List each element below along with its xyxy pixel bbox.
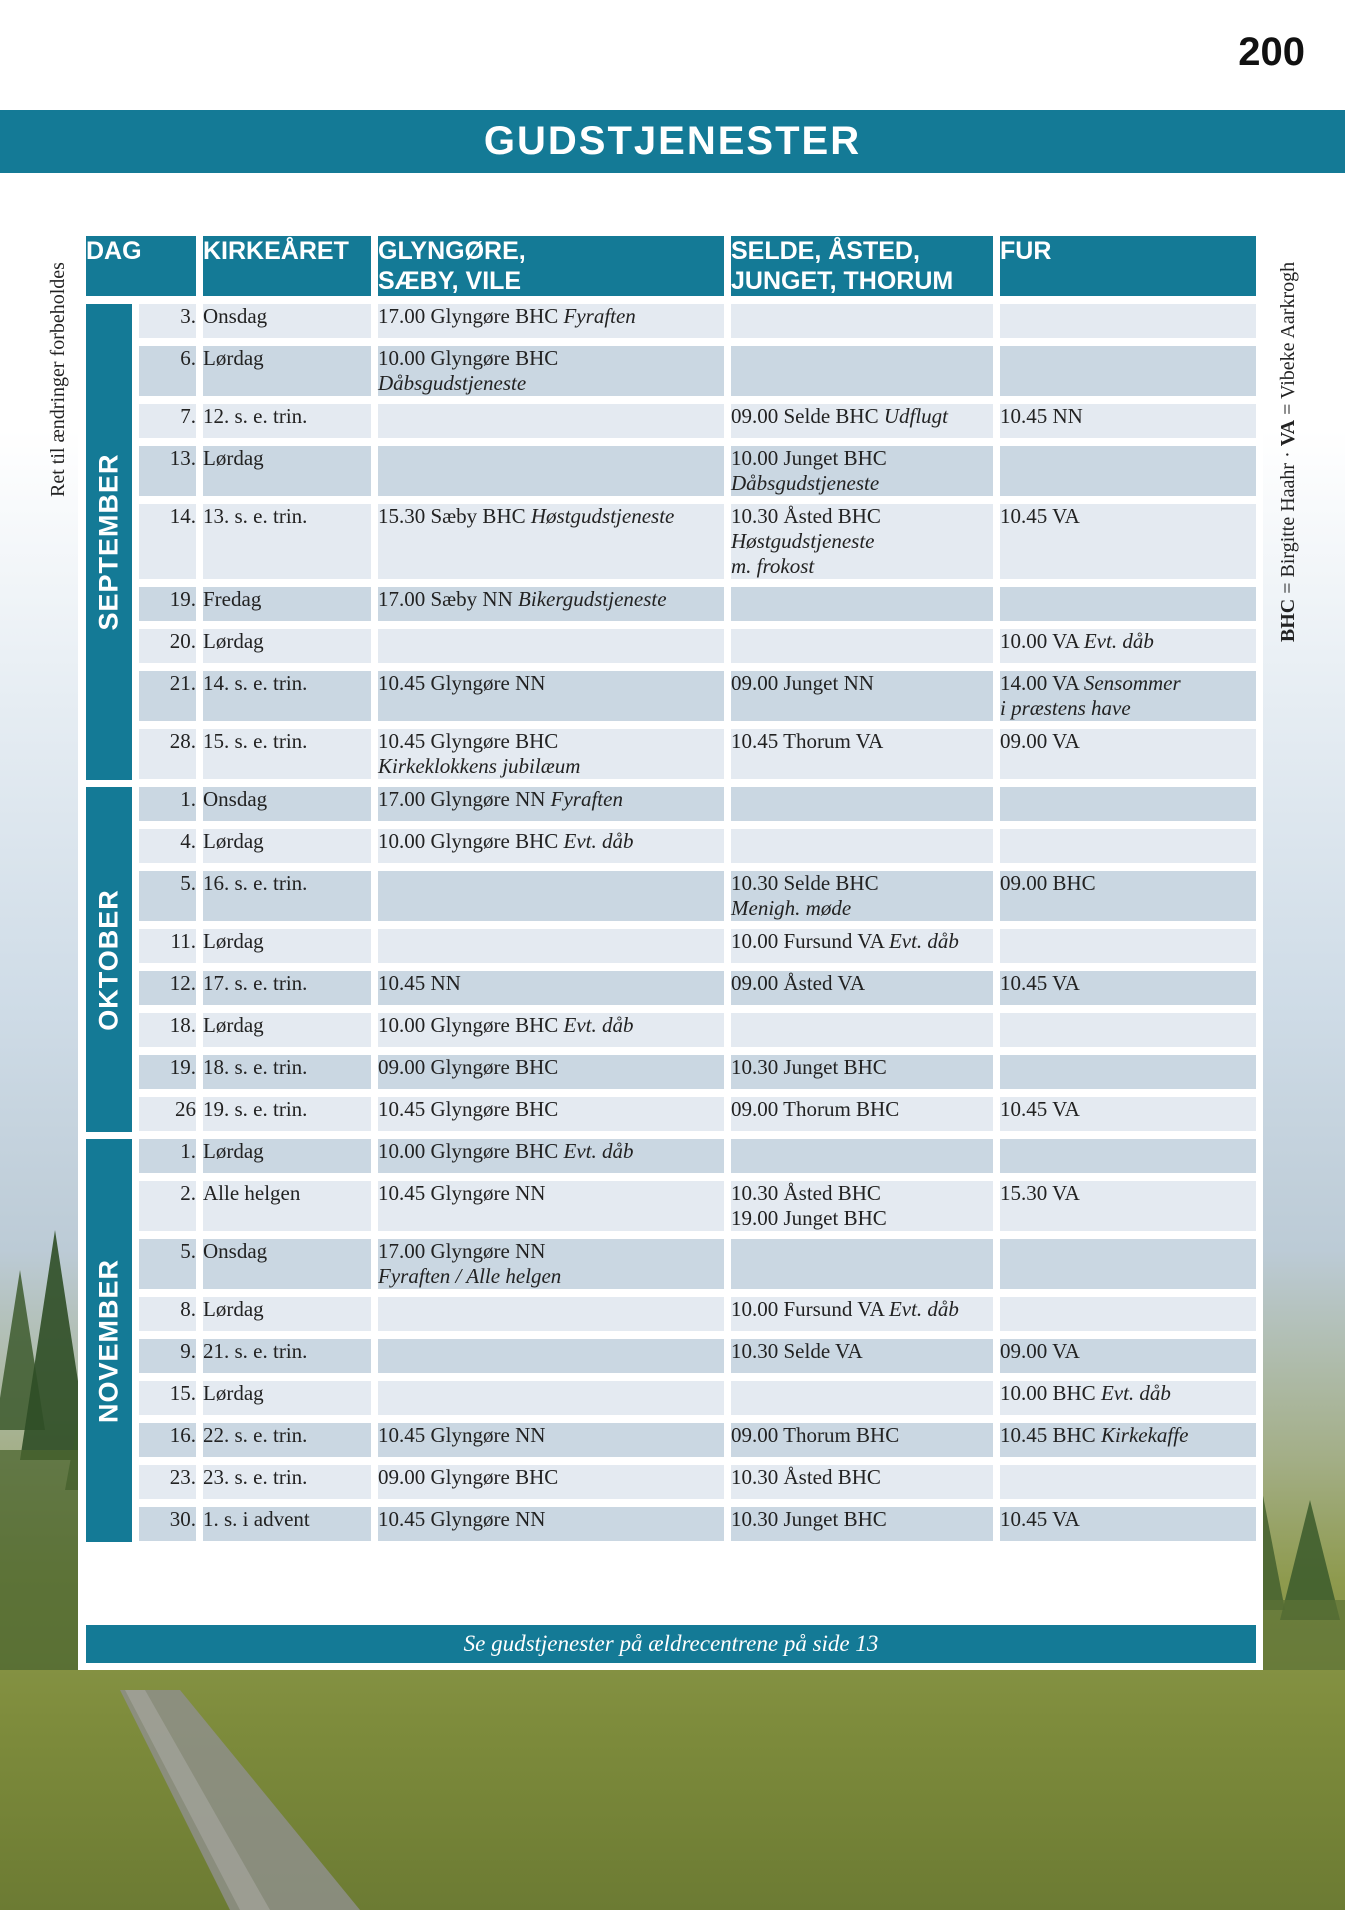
day-cell: 12. bbox=[139, 971, 203, 1013]
church-year-cell: Lørdag bbox=[203, 1297, 378, 1339]
glyngoere-cell bbox=[378, 1465, 731, 1507]
day-cell: 21. bbox=[139, 671, 203, 729]
glyngoere-text: 10.45 Glyngøre BHC bbox=[378, 1097, 559, 1121]
church-year-cell: Lørdag bbox=[203, 629, 378, 671]
selde-text: 10.30 Åsted BHC bbox=[731, 1465, 881, 1489]
church-year-cell: 15. s. e. trin. bbox=[203, 729, 378, 787]
selde-text: 10.30 Selde VA bbox=[731, 1339, 863, 1363]
month-label-september bbox=[86, 304, 139, 787]
month-name: SEPTEMBER bbox=[93, 453, 124, 631]
month-name: NOVEMBER bbox=[93, 1258, 124, 1423]
header-kirkeaaret: KIRKEÅRET bbox=[203, 236, 378, 304]
fur-cell bbox=[1000, 587, 1256, 629]
fur-note: Kirkekaffe bbox=[1100, 1423, 1189, 1447]
glyngoere-text: 10.45 Glyngøre BHC bbox=[378, 729, 559, 753]
legend-va-name: = Vibeke Aarkrogh bbox=[1277, 261, 1299, 420]
table-row bbox=[86, 1013, 1256, 1055]
legend-text bbox=[1277, 237, 1300, 667]
glyngoere-text: 10.00 Glyngøre BHC bbox=[378, 829, 564, 853]
glyngoere-cell bbox=[378, 1013, 731, 1055]
church-year-cell: 13. s. e. trin. bbox=[203, 504, 378, 587]
selde-cell bbox=[731, 504, 1000, 587]
church-year-cell: 1. s. i advent bbox=[203, 1507, 378, 1549]
selde-cell bbox=[731, 1297, 1000, 1339]
fur-text: 10.45 BHC bbox=[1000, 1423, 1101, 1447]
glyngoere-cell bbox=[378, 346, 731, 404]
table-row bbox=[86, 787, 1256, 829]
table-row bbox=[86, 971, 1256, 1013]
fur-cell bbox=[1000, 404, 1256, 446]
day-cell: 26 bbox=[139, 1097, 203, 1139]
fur-note: Sensommer bbox=[1083, 671, 1181, 695]
glyngoere-cell bbox=[378, 829, 731, 871]
table-row bbox=[86, 829, 1256, 871]
church-year-cell: 16. s. e. trin. bbox=[203, 871, 378, 929]
glyngoere-cell bbox=[378, 629, 731, 671]
selde-note: Evt. dåb bbox=[888, 1297, 959, 1321]
selde-text: 10.00 Junget BHC bbox=[731, 446, 887, 470]
church-year-cell: 19. s. e. trin. bbox=[203, 1097, 378, 1139]
boardwalk-path bbox=[100, 1690, 520, 1910]
glyngoere-text: 09.00 Glyngøre BHC bbox=[378, 1465, 559, 1489]
table-row bbox=[86, 671, 1256, 729]
church-year-cell: Onsdag bbox=[203, 1239, 378, 1297]
month-label-november bbox=[86, 1139, 139, 1549]
selde-text: 09.00 Thorum BHC bbox=[731, 1097, 900, 1121]
church-year-cell: 14. s. e. trin. bbox=[203, 671, 378, 729]
fur-cell bbox=[1000, 1013, 1256, 1055]
table-row bbox=[86, 446, 1256, 504]
fur-cell bbox=[1000, 1297, 1256, 1339]
day-cell: 14. bbox=[139, 504, 203, 587]
day-cell: 9. bbox=[139, 1339, 203, 1381]
fur-text: 09.00 BHC bbox=[1000, 871, 1096, 895]
glyngoere-cell bbox=[378, 1423, 731, 1465]
glyngoere-cell bbox=[378, 1381, 731, 1423]
legend-separator: · bbox=[1277, 446, 1299, 463]
glyngoere-cell bbox=[378, 671, 731, 729]
church-year-cell: Lørdag bbox=[203, 1139, 378, 1181]
day-cell: 13. bbox=[139, 446, 203, 504]
glyngoere-note: Kirkeklokkens jubilæum bbox=[378, 754, 581, 778]
glyngoere-cell bbox=[378, 587, 731, 629]
fur-text: 10.45 VA bbox=[1000, 1507, 1080, 1531]
glyngoere-cell bbox=[378, 787, 731, 829]
fur-cell bbox=[1000, 1097, 1256, 1139]
church-year-cell: Onsdag bbox=[203, 787, 378, 829]
fur-text: 10.45 NN bbox=[1000, 404, 1083, 428]
selde-note: Udflugt bbox=[883, 404, 949, 428]
church-year-cell: Lørdag bbox=[203, 829, 378, 871]
selde-text: 10.30 Junget BHC bbox=[731, 1507, 887, 1531]
selde-cell bbox=[731, 729, 1000, 787]
fur-cell bbox=[1000, 971, 1256, 1013]
legend-bhc-name: = Birgitte Haahr bbox=[1277, 462, 1299, 599]
fur-text: 10.00 VA bbox=[1000, 629, 1084, 653]
glyngoere-text: 15.30 Sæby BHC bbox=[378, 504, 531, 528]
fur-text: 10.45 VA bbox=[1000, 504, 1080, 528]
day-cell: 6. bbox=[139, 346, 203, 404]
selde-text: 10.30 Åsted BHC bbox=[731, 1181, 881, 1205]
table-row bbox=[86, 871, 1256, 929]
glyngoere-note: Bikergudstjeneste bbox=[518, 587, 667, 611]
selde-cell bbox=[731, 404, 1000, 446]
fur-cell bbox=[1000, 671, 1256, 729]
day-cell: 23. bbox=[139, 1465, 203, 1507]
day-cell: 15. bbox=[139, 1381, 203, 1423]
glyngoere-text: 10.45 Glyngøre NN bbox=[378, 1181, 546, 1205]
fur-cell bbox=[1000, 629, 1256, 671]
table-row bbox=[86, 1423, 1256, 1465]
day-cell: 4. bbox=[139, 829, 203, 871]
church-year-cell: 21. s. e. trin. bbox=[203, 1339, 378, 1381]
selde-cell bbox=[731, 929, 1000, 971]
day-cell: 8. bbox=[139, 1297, 203, 1339]
selde-cell bbox=[731, 1181, 1000, 1239]
fur-cell bbox=[1000, 929, 1256, 971]
selde-cell bbox=[731, 1381, 1000, 1423]
church-year-cell: 17. s. e. trin. bbox=[203, 971, 378, 1013]
selde-text: 09.00 Selde BHC bbox=[731, 404, 884, 428]
day-cell: 11. bbox=[139, 929, 203, 971]
selde-text: 10.45 Thorum VA bbox=[731, 729, 884, 753]
selde-note: Dåbsgudstjeneste bbox=[731, 471, 880, 495]
fur-cell bbox=[1000, 1465, 1256, 1507]
table-row bbox=[86, 1297, 1256, 1339]
fur-cell bbox=[1000, 871, 1256, 929]
fur-cell bbox=[1000, 1507, 1256, 1549]
glyngoere-cell bbox=[378, 929, 731, 971]
table-row bbox=[86, 346, 1256, 404]
selde-cell bbox=[731, 1465, 1000, 1507]
glyngoere-cell bbox=[378, 1239, 731, 1297]
day-cell: 19. bbox=[139, 1055, 203, 1097]
day-cell: 18. bbox=[139, 1013, 203, 1055]
fur-text: 09.00 VA bbox=[1000, 729, 1080, 753]
table-body bbox=[86, 304, 1256, 1549]
glyngoere-text: 10.45 Glyngøre NN bbox=[378, 1507, 546, 1531]
table-header-row bbox=[86, 236, 1256, 304]
fur-cell bbox=[1000, 446, 1256, 504]
glyngoere-cell bbox=[378, 446, 731, 504]
church-year-cell: Fredag bbox=[203, 587, 378, 629]
selde-cell bbox=[731, 446, 1000, 504]
fur-text: 10.00 BHC bbox=[1000, 1381, 1101, 1405]
glyngoere-cell bbox=[378, 404, 731, 446]
day-cell: 20. bbox=[139, 629, 203, 671]
fur-text: 10.45 VA bbox=[1000, 1097, 1080, 1121]
fur-cell bbox=[1000, 1239, 1256, 1297]
selde-text: 10.30 Junget BHC bbox=[731, 1055, 887, 1079]
selde-text: 10.00 Fursund VA bbox=[731, 1297, 889, 1321]
selde-note: Menigh. møde bbox=[731, 896, 852, 920]
selde-text: 10.30 Åsted BHC bbox=[731, 504, 881, 528]
glyngoere-text: 17.00 Sæby NN bbox=[378, 587, 519, 611]
day-cell: 2. bbox=[139, 1181, 203, 1239]
fur-cell bbox=[1000, 1055, 1256, 1097]
glyngoere-cell bbox=[378, 871, 731, 929]
fur-note: i præstens have bbox=[1000, 696, 1131, 720]
glyngoere-cell bbox=[378, 1055, 731, 1097]
table-row bbox=[86, 1097, 1256, 1139]
fur-cell bbox=[1000, 729, 1256, 787]
glyngoere-text: 10.45 Glyngøre NN bbox=[378, 1423, 546, 1447]
selde-cell bbox=[731, 1139, 1000, 1181]
selde-cell bbox=[731, 1013, 1000, 1055]
fur-cell bbox=[1000, 1339, 1256, 1381]
selde-cell bbox=[731, 1055, 1000, 1097]
church-year-cell: Lørdag bbox=[203, 1013, 378, 1055]
table-row bbox=[86, 587, 1256, 629]
selde-note: Høstgudstjeneste bbox=[731, 529, 875, 553]
footer-note: Se gudstjenester på ældrecentrene på side 13 bbox=[86, 1625, 1256, 1663]
glyngoere-note: Høstgudstjeneste bbox=[530, 504, 675, 528]
selde-cell bbox=[731, 1097, 1000, 1139]
fur-cell bbox=[1000, 1381, 1256, 1423]
table-row bbox=[86, 629, 1256, 671]
legend-bhc-abbr: BHC bbox=[1277, 598, 1299, 643]
table-row bbox=[86, 929, 1256, 971]
glyngoere-note: Evt. dåb bbox=[563, 829, 634, 853]
selde-cell bbox=[731, 787, 1000, 829]
selde-note: Evt. dåb bbox=[888, 929, 959, 953]
selde-cell bbox=[731, 304, 1000, 346]
glyngoere-text: 17.00 Glyngøre NN bbox=[378, 1239, 546, 1263]
church-year-cell: Lørdag bbox=[203, 346, 378, 404]
fur-note: Evt. dåb bbox=[1083, 629, 1154, 653]
table-row bbox=[86, 1181, 1256, 1239]
selde-note: m. frokost bbox=[731, 554, 815, 578]
glyngoere-note: Fyraften bbox=[550, 787, 623, 811]
day-cell: 3. bbox=[139, 304, 203, 346]
day-cell: 16. bbox=[139, 1423, 203, 1465]
glyngoere-text: 17.00 Glyngøre BHC bbox=[378, 304, 564, 328]
fur-cell bbox=[1000, 1423, 1256, 1465]
glyngoere-text: 10.00 Glyngøre BHC bbox=[378, 1013, 564, 1037]
glyngoere-text: 10.00 Glyngøre BHC bbox=[378, 346, 559, 370]
glyngoere-note: Evt. dåb bbox=[563, 1013, 634, 1037]
selde-text: 19.00 Junget BHC bbox=[731, 1206, 887, 1230]
header-glyngoere-line1: GLYNGØRE, bbox=[378, 237, 526, 265]
selde-cell bbox=[731, 346, 1000, 404]
glyngoere-text: 10.00 Glyngøre BHC bbox=[378, 1139, 564, 1163]
selde-cell bbox=[731, 1423, 1000, 1465]
day-cell: 5. bbox=[139, 1239, 203, 1297]
selde-cell bbox=[731, 671, 1000, 729]
church-year-cell: 12. s. e. trin. bbox=[203, 404, 378, 446]
month-name: OKTOBER bbox=[93, 888, 124, 1031]
glyngoere-text: 10.45 NN bbox=[378, 971, 461, 995]
glyngoere-cell bbox=[378, 729, 731, 787]
table-row bbox=[86, 1139, 1256, 1181]
fur-cell bbox=[1000, 1181, 1256, 1239]
header-glyngoere bbox=[378, 236, 731, 304]
church-year-cell: Lørdag bbox=[203, 446, 378, 504]
fur-cell bbox=[1000, 304, 1256, 346]
header-dag: DAG bbox=[86, 236, 203, 304]
church-year-cell: 22. s. e. trin. bbox=[203, 1423, 378, 1465]
fur-cell bbox=[1000, 829, 1256, 871]
selde-cell bbox=[731, 829, 1000, 871]
disclaimer-text: Ret til ændringer forbeholdes bbox=[47, 262, 69, 497]
glyngoere-text: 17.00 Glyngøre NN bbox=[378, 787, 551, 811]
service-schedule-table bbox=[86, 236, 1256, 1549]
day-cell: 1. bbox=[139, 1139, 203, 1181]
table-row bbox=[86, 1239, 1256, 1297]
selde-text: 10.30 Selde BHC bbox=[731, 871, 879, 895]
table-row bbox=[86, 1339, 1256, 1381]
table-row bbox=[86, 729, 1256, 787]
fur-note: Evt. dåb bbox=[1100, 1381, 1171, 1405]
fur-cell bbox=[1000, 787, 1256, 829]
selde-text: 09.00 Åsted VA bbox=[731, 971, 865, 995]
fur-text: 14.00 VA bbox=[1000, 671, 1084, 695]
church-year-cell: Onsdag bbox=[203, 304, 378, 346]
fur-cell bbox=[1000, 1139, 1256, 1181]
header-selde-line1: SELDE, ÅSTED, bbox=[731, 237, 920, 265]
selde-cell bbox=[731, 1239, 1000, 1297]
table-row bbox=[86, 404, 1256, 446]
header-glyngoere-line2: SÆBY, VILE bbox=[378, 267, 522, 295]
month-label-oktober bbox=[86, 787, 139, 1139]
glyngoere-cell bbox=[378, 304, 731, 346]
selde-cell bbox=[731, 587, 1000, 629]
glyngoere-note: Dåbsgudstjeneste bbox=[378, 371, 527, 395]
church-year-cell: Alle helgen bbox=[203, 1181, 378, 1239]
fur-text: 09.00 VA bbox=[1000, 1339, 1080, 1363]
selde-cell bbox=[731, 871, 1000, 929]
glyngoere-cell bbox=[378, 1297, 731, 1339]
table-row bbox=[86, 504, 1256, 587]
header-selde-line2: JUNGET, THORUM bbox=[731, 267, 954, 295]
glyngoere-note: Fyraften bbox=[563, 304, 636, 328]
glyngoere-cell bbox=[378, 504, 731, 587]
header-fur: FUR bbox=[1000, 236, 1256, 304]
fur-cell bbox=[1000, 346, 1256, 404]
selde-text: 09.00 Junget NN bbox=[731, 671, 874, 695]
glyngoere-cell bbox=[378, 1181, 731, 1239]
glyngoere-cell bbox=[378, 1507, 731, 1549]
day-cell: 1. bbox=[139, 787, 203, 829]
church-year-cell: 23. s. e. trin. bbox=[203, 1465, 378, 1507]
day-cell: 19. bbox=[139, 587, 203, 629]
day-cell: 28. bbox=[139, 729, 203, 787]
fur-cell bbox=[1000, 504, 1256, 587]
fur-text: 15.30 VA bbox=[1000, 1181, 1080, 1205]
day-cell: 5. bbox=[139, 871, 203, 929]
day-cell: 30. bbox=[139, 1507, 203, 1549]
table-row bbox=[86, 1381, 1256, 1423]
table-row bbox=[86, 1465, 1256, 1507]
selde-cell bbox=[731, 1339, 1000, 1381]
glyngoere-note: Fyraften / Alle helgen bbox=[378, 1264, 562, 1288]
glyngoere-cell bbox=[378, 1097, 731, 1139]
page-title: GUDSTJENESTER bbox=[0, 110, 1345, 173]
glyngoere-note: Evt. dåb bbox=[563, 1139, 634, 1163]
glyngoere-cell bbox=[378, 971, 731, 1013]
day-cell: 7. bbox=[139, 404, 203, 446]
table-row bbox=[86, 1507, 1256, 1549]
page-number: 200 bbox=[1238, 30, 1305, 74]
selde-cell bbox=[731, 1507, 1000, 1549]
glyngoere-text: 10.45 Glyngøre NN bbox=[378, 671, 546, 695]
selde-text: 09.00 Thorum BHC bbox=[731, 1423, 900, 1447]
table-row bbox=[86, 1055, 1256, 1097]
selde-cell bbox=[731, 971, 1000, 1013]
table-row bbox=[86, 304, 1256, 346]
header-selde bbox=[731, 236, 1000, 304]
church-year-cell: Lørdag bbox=[203, 1381, 378, 1423]
church-year-cell: 18. s. e. trin. bbox=[203, 1055, 378, 1097]
selde-cell bbox=[731, 629, 1000, 671]
church-year-cell: Lørdag bbox=[203, 929, 378, 971]
glyngoere-text: 09.00 Glyngøre BHC bbox=[378, 1055, 559, 1079]
glyngoere-cell bbox=[378, 1139, 731, 1181]
fur-text: 10.45 VA bbox=[1000, 971, 1080, 995]
selde-text: 10.00 Fursund VA bbox=[731, 929, 889, 953]
glyngoere-cell bbox=[378, 1339, 731, 1381]
legend-va-abbr: VA bbox=[1277, 419, 1299, 447]
